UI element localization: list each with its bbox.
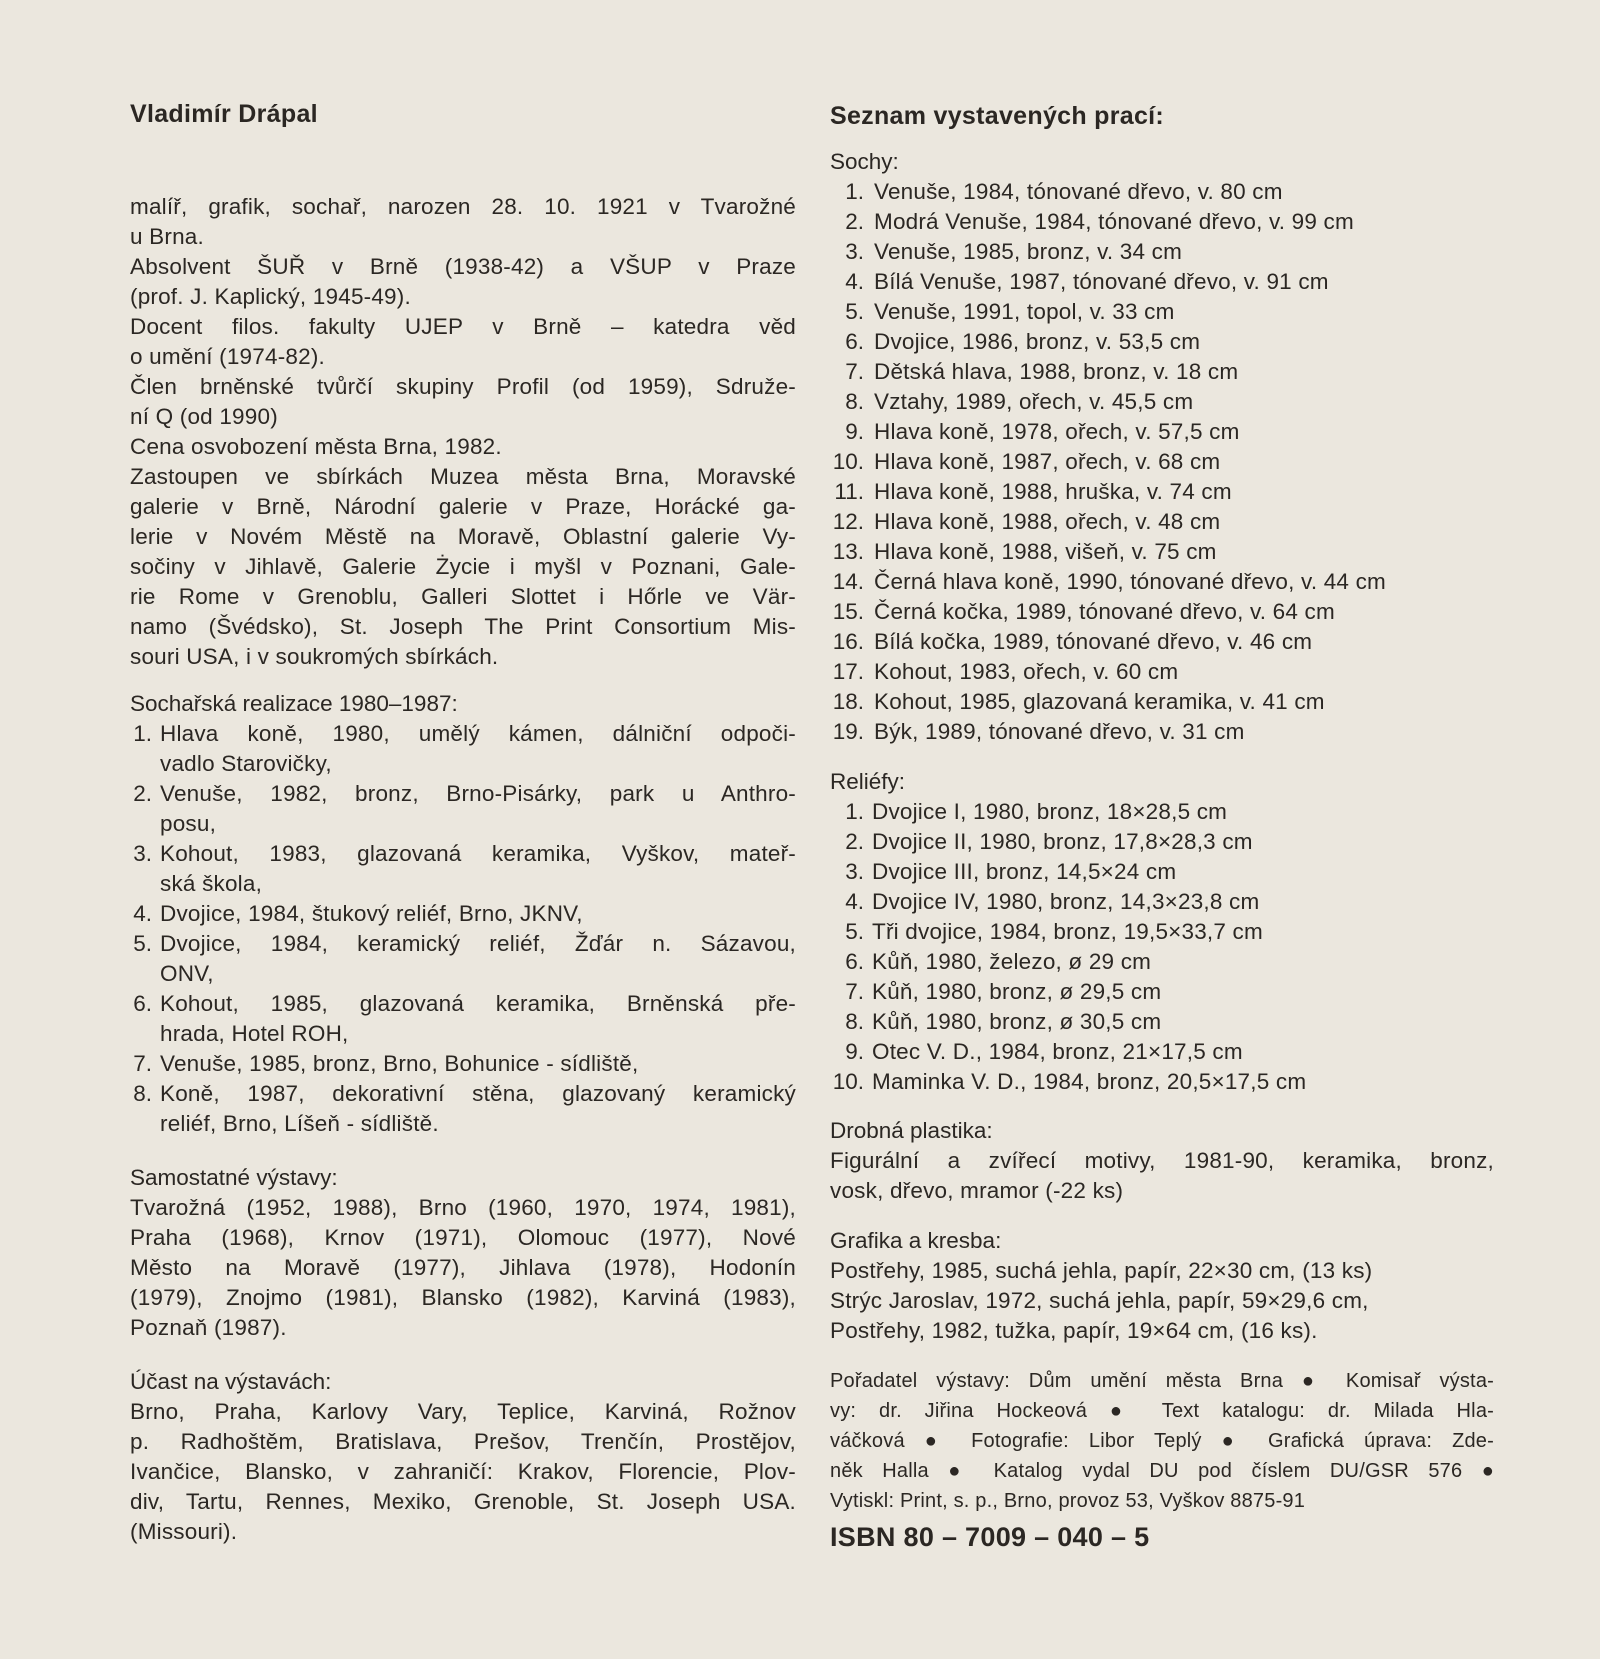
list-item — [830, 447, 1494, 477]
text-line: galerie v Brně, Národní galerie v Praze, Horácké ga- — [130, 494, 796, 519]
bio-paragraph — [130, 312, 796, 372]
item-number: 8. — [845, 1009, 864, 1034]
item-number: 3. — [133, 841, 152, 866]
artist-name: Vladimír Drápal — [130, 100, 318, 128]
bio-paragraph — [130, 252, 796, 312]
item-number: 6. — [845, 329, 864, 354]
text-line: Venuše, 1984, tónované dřevo, v. 80 cm — [874, 179, 1283, 204]
text-line: Zastoupen ve sbírkách Muzea města Brna, Moravské — [130, 464, 796, 489]
list-item — [830, 917, 1494, 947]
text-line: sočiny v Jihlavě, Galerie Życie i myšl v Poznani, Gale- — [130, 554, 796, 579]
text-line: Hlava koně, 1980, umělý kámen, dálniční odpoči- — [160, 721, 796, 746]
text-line: malíř, grafik, sochař, narozen 28. 10. 1921 v Tvarožné — [130, 194, 796, 219]
list-item — [830, 827, 1494, 857]
item-number: 8. — [133, 1081, 152, 1106]
text-line: vy: dr. Jiřina Hockeová ● Text katalogu: dr. Milada Hla- — [830, 1400, 1494, 1422]
list-item — [830, 177, 1494, 207]
text-line: Ivančice, Blansko, v zahraničí: Krakov, Florencie, Plov- — [130, 1459, 796, 1484]
list-item — [830, 947, 1494, 977]
sculptures-section — [830, 147, 1494, 747]
text-line: Modrá Venuše, 1984, tónované dřevo, v. 99 cm — [874, 209, 1354, 234]
text-line: u Brna. — [130, 224, 204, 249]
text-line: Maminka V. D., 1984, bronz, 20,5×17,5 cm — [872, 1069, 1307, 1094]
list-item — [830, 797, 1494, 827]
item-number: 7. — [133, 1051, 152, 1076]
item-number: 9. — [845, 1039, 864, 1064]
list-item — [130, 1079, 796, 1139]
text-line: Vztahy, 1989, ořech, v. 45,5 cm — [874, 389, 1194, 414]
text-line: Dvojice III, bronz, 14,5×24 cm — [872, 859, 1177, 884]
item-number: 4. — [133, 901, 152, 926]
item-number: 10. — [832, 449, 864, 474]
text-line: Dvojice, 1984, štukový reliéf, Brno, JKNV, — [160, 901, 583, 926]
text-line: hrada, Hotel ROH, — [160, 1021, 349, 1046]
item-number: 4. — [845, 269, 864, 294]
text-line: Pořadatel výstavy: Dům umění města Brna ● Komisař výsta- — [830, 1370, 1494, 1392]
text-line: vadlo Starovičky, — [160, 751, 332, 776]
item-number: 2. — [133, 781, 152, 806]
bio-paragraph — [130, 372, 796, 432]
text-line: Kohout, 1985, glazovaná keramika, v. 41 cm — [874, 689, 1325, 714]
text-line: Dvojice II, 1980, bronz, 17,8×28,3 cm — [872, 829, 1253, 854]
list-item — [830, 297, 1494, 327]
list-item — [830, 1037, 1494, 1067]
item-number: 1. — [845, 179, 864, 204]
text-line: Bílá kočka, 1989, tónované dřevo, v. 46 cm — [874, 629, 1313, 654]
solo-exhibitions-section — [130, 1163, 796, 1343]
item-number: 7. — [845, 979, 864, 1004]
text-line: Venuše, 1985, bronz, v. 34 cm — [874, 239, 1183, 264]
item-number: 2. — [845, 829, 864, 854]
list-item — [830, 1007, 1494, 1037]
text-line: Kůň, 1980, bronz, ø 30,5 cm — [872, 1009, 1162, 1034]
item-number: 3. — [845, 859, 864, 884]
list-item — [830, 537, 1494, 567]
list-item — [830, 597, 1494, 627]
text-line: Poznaň (1987). — [130, 1315, 287, 1340]
bio-paragraph — [130, 192, 796, 252]
item-number: 5. — [133, 931, 152, 956]
list-item — [830, 567, 1494, 597]
text-line: Vytiskl: Print, s. p., Brno, provoz 53, Vyškov 8875-91 — [830, 1490, 1306, 1512]
text-line: ská škola, — [160, 871, 263, 896]
text-line: p. Radhoštěm, Bratislava, Prešov, Trenčín, Prostějov, — [130, 1429, 796, 1454]
item-number: 6. — [133, 991, 152, 1016]
section-heading: Samostatné výstavy: — [130, 1165, 338, 1190]
list-item — [830, 237, 1494, 267]
text-line: Cena osvobození města Brna, 1982. — [130, 434, 502, 459]
text-line: Hlava koně, 1987, ořech, v. 68 cm — [874, 449, 1221, 474]
text-line: Postřehy, 1982, tužka, papír, 19×64 cm, (16 ks). — [830, 1318, 1318, 1343]
text-line: Venuše, 1991, topol, v. 33 cm — [874, 299, 1175, 324]
item-number: 16. — [832, 629, 864, 654]
item-number: 10. — [832, 1069, 864, 1094]
item-number: 18. — [832, 689, 864, 714]
list-item — [830, 357, 1494, 387]
item-number: 19. — [832, 719, 864, 744]
list-item — [830, 717, 1494, 747]
realizations-section — [130, 689, 796, 1139]
text-line: Černá kočka, 1989, tónované dřevo, v. 64 cm — [874, 599, 1335, 624]
text-line: namo (Švédsko), St. Joseph The Print Consortium Mis- — [130, 614, 796, 639]
text-line: Absolvent ŠUŘ v Brně (1938-42) a VŠUP v Praze — [130, 254, 796, 279]
list-item — [830, 1067, 1494, 1097]
small-sculpture-section — [830, 1116, 1494, 1206]
text-line: Kůň, 1980, železo, ø 29 cm — [872, 949, 1152, 974]
text-line: Venuše, 1982, bronz, Brno-Pisárky, park u Anthro- — [160, 781, 796, 806]
text-line: Člen brněnské tvůrčí skupiny Profil (od 1959), Sdruže- — [130, 374, 796, 399]
list-item — [830, 267, 1494, 297]
list-item — [830, 857, 1494, 887]
text-line: Dvojice, 1986, bronz, v. 53,5 cm — [874, 329, 1201, 354]
list-item — [130, 839, 796, 899]
text-line: Praha (1968), Krnov (1971), Olomouc (1977), Nové — [130, 1225, 796, 1250]
text-line: Bílá Venuše, 1987, tónované dřevo, v. 91 cm — [874, 269, 1329, 294]
text-line: Postřehy, 1985, suchá jehla, papír, 22×30 cm, (13 ks) — [830, 1258, 1373, 1283]
text-line: ONV, — [160, 961, 214, 986]
item-number: 1. — [845, 799, 864, 824]
list-item — [130, 929, 796, 989]
item-number: 15. — [832, 599, 864, 624]
text-line: Kohout, 1985, glazovaná keramika, Brněnská pře- — [160, 991, 796, 1016]
text-line: Tři dvojice, 1984, bronz, 19,5×33,7 cm — [872, 919, 1263, 944]
list-item — [830, 977, 1494, 1007]
list-item — [830, 627, 1494, 657]
text-line: Město na Moravě (1977), Jihlava (1978), Hodonín — [130, 1255, 796, 1280]
item-number: 14. — [832, 569, 864, 594]
list-item — [830, 477, 1494, 507]
list-item — [830, 417, 1494, 447]
item-number: 9. — [845, 419, 864, 444]
text-line: Černá hlava koně, 1990, tónované dřevo, v. 44 cm — [874, 569, 1386, 594]
item-number: 3. — [845, 239, 864, 264]
list-item — [130, 719, 796, 779]
list-item — [830, 207, 1494, 237]
text-line: vosk, dřevo, mramor (-22 ks) — [830, 1178, 1124, 1203]
text-line: (prof. J. Kaplický, 1945-49). — [130, 284, 411, 309]
graphics-section — [830, 1226, 1494, 1346]
list-item — [830, 507, 1494, 537]
item-number: 4. — [845, 889, 864, 914]
text-line: rie Rome v Grenoblu, Galleri Slottet i Hőrle ve Vär- — [130, 584, 796, 609]
text-line: Kůň, 1980, bronz, ø 29,5 cm — [872, 979, 1162, 1004]
list-item — [830, 387, 1494, 417]
item-number: 8. — [845, 389, 864, 414]
section-heading: Reliéfy: — [830, 769, 906, 794]
text-line: ní Q (od 1990) — [130, 404, 278, 429]
text-line: o umění (1974-82). — [130, 344, 325, 369]
text-line: Dvojice, 1984, keramický reliéf, Žďár n. Sázavou, — [160, 931, 796, 956]
list-item — [830, 657, 1494, 687]
text-line: Strýc Jaroslav, 1972, suchá jehla, papír, 59×29,6 cm, — [830, 1288, 1369, 1313]
biography — [130, 192, 796, 672]
text-line: Koně, 1987, dekorativní stěna, glazovaný keramický — [160, 1081, 796, 1106]
text-line: Hlava koně, 1988, hruška, v. 74 cm — [874, 479, 1232, 504]
list-item — [830, 687, 1494, 717]
text-line: posu, — [160, 811, 217, 836]
text-line: váčková ● Fotografie: Libor Teplý ● Grafická úprava: Zde- — [830, 1430, 1494, 1452]
item-number: 5. — [845, 919, 864, 944]
list-item — [130, 899, 796, 929]
text-line: Brno, Praha, Karlovy Vary, Teplice, Karviná, Rožnov — [130, 1399, 796, 1424]
item-number: 17. — [832, 659, 864, 684]
item-number: 2. — [845, 209, 864, 234]
text-line: (1979), Znojmo (1981), Blansko (1982), Karviná (1983), — [130, 1285, 796, 1310]
section-heading: Účast na výstavách: — [130, 1369, 332, 1394]
text-line: Hlava koně, 1978, ořech, v. 57,5 cm — [874, 419, 1240, 444]
reliefs-section — [830, 767, 1494, 1097]
text-line: (Missouri). — [130, 1519, 238, 1544]
text-line: Kohout, 1983, glazovaná keramika, Vyškov, mateř- — [160, 841, 796, 866]
list-item — [130, 779, 796, 839]
colophon — [830, 1366, 1494, 1516]
item-number: 13. — [832, 539, 864, 564]
section-heading: Sochařská realizace 1980–1987: — [130, 691, 458, 716]
item-number: 1. — [133, 721, 152, 746]
text-line: Hlava koně, 1988, višeň, v. 75 cm — [874, 539, 1217, 564]
text-line: něk Halla ● Katalog vydal DU pod číslem DU/GSR 576 ● — [830, 1460, 1494, 1482]
item-number: 7. — [845, 359, 864, 384]
text-line: div, Tartu, Rennes, Mexiko, Grenoble, St. Joseph USA. — [130, 1489, 796, 1514]
item-number: 12. — [832, 509, 864, 534]
list-item — [830, 327, 1494, 357]
text-line: Hlava koně, 1988, ořech, v. 48 cm — [874, 509, 1221, 534]
text-line: Docent filos. fakulty UJEP v Brně – katedra věd — [130, 314, 796, 339]
section-heading: Grafika a kresba: — [830, 1228, 1002, 1253]
text-line: souri USA, i v soukromých sbírkách. — [130, 644, 499, 669]
text-line: Kohout, 1983, ořech, v. 60 cm — [874, 659, 1179, 684]
works-list-title: Seznam vystavených prací: — [830, 102, 1165, 130]
list-item — [130, 989, 796, 1049]
text-line: Figurální a zvířecí motivy, 1981-90, keramika, bronz, — [830, 1148, 1494, 1173]
text-line: reliéf, Brno, Líšeň - sídliště. — [160, 1111, 439, 1136]
text-line: Dvojice I, 1980, bronz, 18×28,5 cm — [872, 799, 1228, 824]
text-line: Dětská hlava, 1988, bronz, v. 18 cm — [874, 359, 1239, 384]
item-number: 6. — [845, 949, 864, 974]
section-heading: Drobná plastika: — [830, 1118, 993, 1143]
bio-paragraph — [130, 462, 796, 672]
list-item — [830, 887, 1494, 917]
bio-paragraph — [130, 432, 796, 462]
group-exhibitions-section — [130, 1367, 796, 1547]
text-line: Dvojice IV, 1980, bronz, 14,3×23,8 cm — [872, 889, 1260, 914]
section-heading: Sochy: — [830, 149, 899, 174]
text-line: Otec V. D., 1984, bronz, 21×17,5 cm — [872, 1039, 1243, 1064]
text-line: lerie v Novém Městě na Moravě, Oblastní galerie Vy- — [130, 524, 796, 549]
text-line: Tvarožná (1952, 1988), Brno (1960, 1970, 1974, 1981), — [130, 1195, 796, 1220]
text-line: Venuše, 1985, bronz, Brno, Bohunice - sídliště, — [160, 1051, 639, 1076]
item-number: 5. — [845, 299, 864, 324]
isbn: ISBN 80 – 7009 – 040 – 5 — [830, 1522, 1150, 1552]
item-number: 11. — [834, 479, 864, 504]
list-item — [130, 1049, 796, 1079]
text-line: Býk, 1989, tónované dřevo, v. 31 cm — [874, 719, 1245, 744]
